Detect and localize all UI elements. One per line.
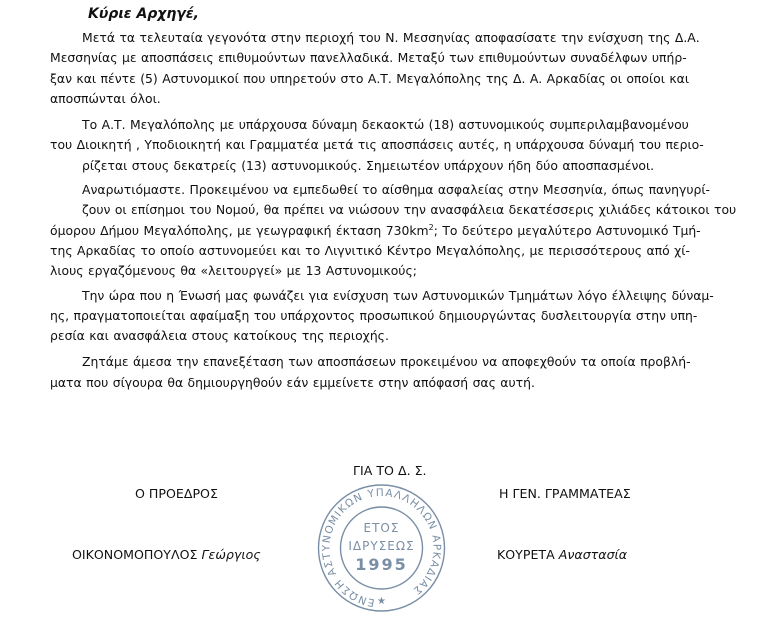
stamp-center-year: 1995	[355, 555, 408, 574]
paragraph-line: ξαν και πέντε (5) Αστυνομικοί που υπηρετούν στο Α.Τ. Μεγαλόπολης της Δ. Α. Αρκαδίας οι οποίοι και	[50, 70, 690, 86]
paragraph-line: Ζητάμε άμεσα την επανεξέταση των αποσπάσεων προκειμένου να αποφεχθούν τα οποία προβλή-	[82, 354, 691, 370]
association-stamp	[313, 480, 450, 614]
paragraph-line	[50, 221, 740, 241]
paragraph-2	[50, 115, 740, 176]
paragraph-line: Το Α.Τ. Μεγαλόπολης με υπάρχουσα δύναμη δεκαοκτώ (18) αστυνομικούς συμπεριλαμβανομένου	[82, 117, 689, 133]
president-surname: ΟΙΚΟΝΟΜΟΠΟΥΛΟΣ	[72, 547, 198, 562]
secretary-surname: ΚΟΥΡΕΤΑ	[497, 547, 555, 562]
area-unit: km	[409, 222, 429, 238]
paragraph-line: ρεσία και ανασφάλεια στους κατοίκους της περιοχής.	[50, 328, 389, 344]
area-unit-exponent: 2	[428, 222, 434, 232]
paragraph-line: Μεσσηνίας με αποσπάσεις επιθυμούντων πανελλαδικά. Μεταξύ των επιθυμούντων συναδέλφων υπήρ-	[50, 50, 687, 66]
paragraph-line: ματα που σίγουρα θα δημιουργηθούν εάν εμμείνετε στην απόφασή σας αυτή.	[50, 374, 535, 390]
paragraph-line: Την ώρα που η Ένωσή μας φωνάζει για ενίσχυση των Αστυνομικών Τμημάτων λόγο έλλειψης δύναμ-	[82, 287, 714, 303]
paragraph-line: ης, πραγματοποιείται αφαίμαξη του υπάρχοντος προσωπικού δημιουργώντας δυσλειτουργία στην υπη-	[50, 307, 698, 323]
paragraph-line-start: όμορου Δήμου Μεγαλόπολης, με γεωγραφική έκταση 730	[50, 222, 410, 238]
paragraph-line: αποσπώνται όλοι.	[50, 90, 161, 106]
president-title: Ο ΠΡΟΕΔΡΟΣ	[135, 486, 218, 501]
star-icon: ★	[377, 596, 386, 607]
president-firstname: Γεώργιος	[201, 547, 261, 562]
paragraph-line: ρίζεται στους δεκατρείς (13) αστυνομικούς. Σημειωτέον υπάρχουν ήδη δύο αποσπασμένοι.	[82, 157, 655, 173]
stamp-center-line-1: ΕΤΟΣ	[363, 521, 400, 535]
paragraph-line: ζουν οι επίσημοι του Νομού, θα πρέπει να νιώσουν την ανασφάλεια δεκατέσσερις χιλιάδες κάτοικοι του	[82, 202, 737, 218]
secretary-title: Η ΓΕΝ. ΓΡΑΜΜΑΤΕΑΣ	[499, 486, 631, 501]
stamp-seal	[313, 480, 450, 614]
president-name	[72, 547, 261, 562]
on-behalf-label: ΓΙΑ ΤΟ Δ. Σ.	[353, 463, 427, 478]
stamp-ring-text: ΕΝΩΣΗ ΑΣΤΥΝΟΜΙΚΩΝ ΥΠΑΛΛΗΛΩΝ ΑΡΚΑΔΙΑΣ	[320, 486, 443, 609]
secretary-firstname: Αναστασία	[558, 547, 628, 562]
paragraph-line: της Αρκαδίας το οποίο αστυνομεύει και το Λιγνιτικό Κέντρο Μεγαλόπολης, με περισσότερους από χί-	[50, 242, 690, 258]
paragraph-3	[50, 180, 740, 281]
paragraph-5	[50, 352, 740, 393]
letter-body	[50, 28, 740, 393]
stamp-center-line-2: ΙΔΡΥΣΕΩΣ	[348, 539, 415, 553]
paragraph-line-end: ; Το δεύτερο μεγαλύτερο Αστυνομικό Τμή-	[433, 222, 701, 238]
paragraph-4	[50, 286, 740, 347]
paragraph-1	[50, 28, 740, 109]
salutation: Κύριε Αρχηγέ,	[88, 6, 199, 22]
secretary-name	[497, 547, 627, 562]
paragraph-line: Μετά τα τελευταία γεγονότα στην περιοχή του Ν. Μεσσηνίας αποφασίσατε την ενίσχυση της Δ.Α.	[82, 30, 700, 45]
paragraph-line: λιους εργαζόμενους θα «λειτουργεί» με 13 Αστυνομικούς;	[50, 263, 417, 279]
paragraph-line: του Διοικητή , Υποδιοικητή και Γραμματέα μετά τις αποσπάσεις αυτές, η υπάρχουσα δύναμή του περιο-	[50, 137, 704, 153]
paragraph-line: Αναρωτιόμαστε. Προκειμένου να εμπεδωθεί το αίσθημα ασφαλείας στην Μεσσηνία, όπως πανηγυρί-	[82, 182, 711, 198]
